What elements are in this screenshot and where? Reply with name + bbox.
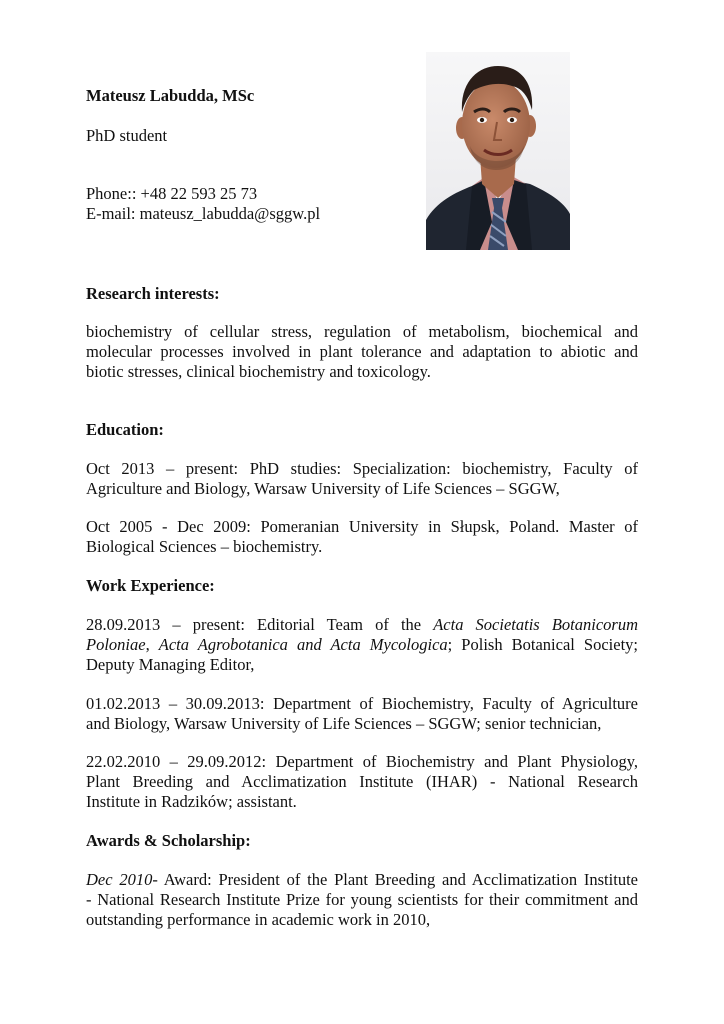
work-job-1-line-2 <box>86 635 638 655</box>
journal-name: Poloniae <box>86 635 146 654</box>
portrait-photo <box>426 52 570 250</box>
journal-names: Acta Agrobotanica and Acta Mycologica <box>158 635 448 654</box>
work-job-1-text: ; Polish Botanical Society; <box>447 635 638 654</box>
person-position: PhD student <box>86 126 168 145</box>
award-date: Dec 2010 <box>86 870 153 889</box>
journal-name: Acta Societatis Botanicorum <box>433 615 638 634</box>
awards-heading: Awards & Scholarship: <box>86 831 251 850</box>
work-job-2-line-1: 01.02.2013 – 30.09.2013: Department of Biochemistry, Faculty of Agriculture <box>86 694 638 713</box>
education-entry-1-line-2: Agriculture and Biology, Warsaw University of Life Sciences – SGGW, <box>86 479 560 498</box>
work-job-3-line-3: Institute in Radzików; assistant. <box>86 792 297 811</box>
phone-line: Phone:: +48 22 593 25 73 <box>86 184 258 203</box>
award-text: - Award: President of the Plant Breeding and Acclimatization Institute <box>152 870 638 889</box>
email-line: E-mail: mateusz_labudda@sggw.pl <box>86 204 321 223</box>
portrait-illustration <box>426 52 570 250</box>
person-name: Mateusz Labudda, MSc <box>86 86 255 105</box>
work-job-3-line-2: Plant Breeding and Acclimatization Institute (IHAR) - National Research <box>86 772 638 791</box>
education-heading: Education: <box>86 420 164 439</box>
education-entry-2-line-1: Oct 2005 - Dec 2009: Pomeranian University in Słupsk, Poland. Master of <box>86 517 638 536</box>
research-heading: Research interests: <box>86 284 220 303</box>
separator-text: , <box>145 635 159 654</box>
research-line-2: molecular processes involved in plant tolerance and adaptation to abiotic and <box>86 342 638 361</box>
work-job-1-text: 28.09.2013 – present: Editorial Team of the <box>86 615 434 634</box>
work-heading: Work Experience: <box>86 576 215 595</box>
award-1-line-3: outstanding performance in academic work in 2010, <box>86 910 431 929</box>
research-line-3: biotic stresses, clinical biochemistry and toxicology. <box>86 362 431 381</box>
award-1-line-2: - National Research Institute Prize for young scientists for their commitment and <box>86 890 638 909</box>
award-1-line-1 <box>86 870 638 890</box>
work-job-3-line-1: 22.02.2010 – 29.09.2012: Department of Biochemistry and Plant Physiology, <box>86 752 638 771</box>
education-entry-2-line-2: Biological Sciences – biochemistry. <box>86 537 323 556</box>
research-line-1: biochemistry of cellular stress, regulation of metabolism, biochemical and <box>86 322 638 341</box>
work-job-1-line-3: Deputy Managing Editor, <box>86 655 255 674</box>
work-job-2-line-2: and Biology, Warsaw University of Life Sciences – SGGW; senior technician, <box>86 714 602 733</box>
work-job-1-line-1 <box>86 615 638 635</box>
education-entry-1-line-1: Oct 2013 – present: PhD studies: Specialization: biochemistry, Faculty of <box>86 459 638 478</box>
